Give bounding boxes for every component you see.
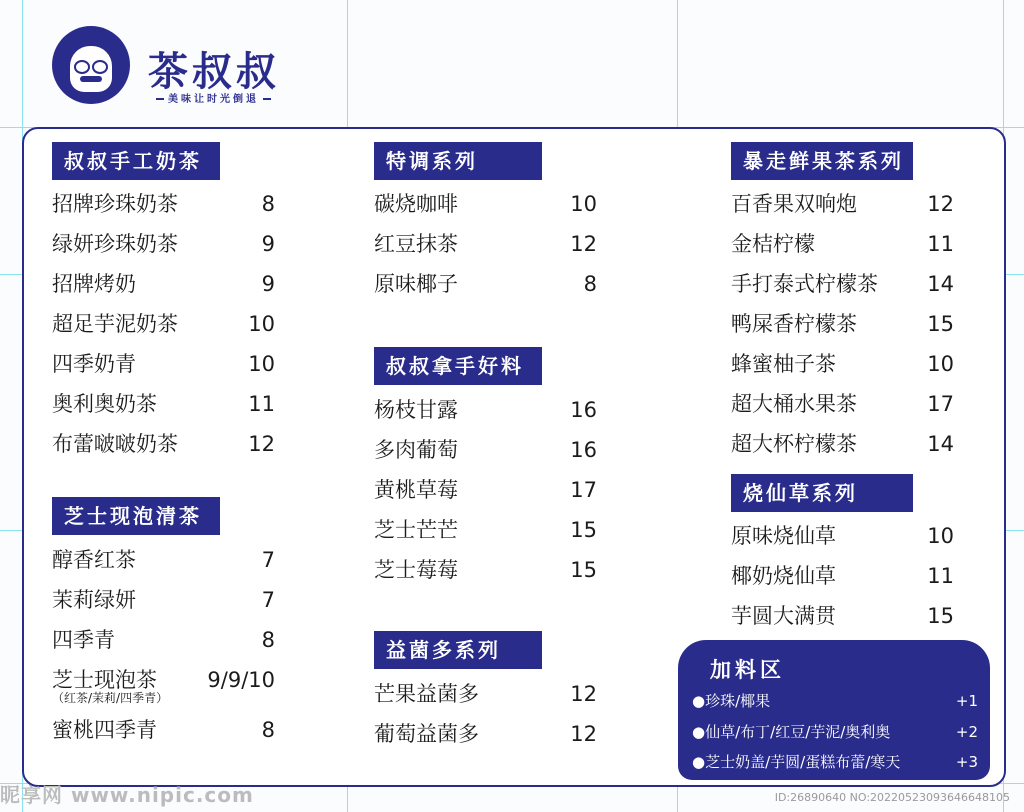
- menu-item-name: 招牌珍珠奶茶: [52, 192, 178, 216]
- menu-item-name: 招牌烤奶: [52, 272, 136, 296]
- menu-item-name: 手打泰式柠檬茶: [731, 272, 878, 296]
- menu-item-price: 15: [927, 312, 954, 336]
- menu-item-price: 16: [570, 438, 597, 462]
- extra-price: +3: [955, 753, 978, 771]
- uncle-mascot-icon: [52, 26, 130, 104]
- extras-panel: [678, 640, 990, 780]
- extras-title: 加料区: [710, 658, 785, 682]
- menu-item-price: 14: [927, 272, 954, 296]
- menu-item-price: 14: [927, 432, 954, 456]
- category-header: 暴走鲜果茶系列: [731, 142, 913, 180]
- menu-item-note: （红茶/茉莉/四季青）: [52, 691, 169, 705]
- menu-item-name: 超大桶水果茶: [731, 392, 857, 416]
- menu-item-name: 红豆抹茶: [374, 232, 458, 256]
- category-header: 特调系列: [374, 142, 542, 180]
- menu-item-price: 10: [248, 352, 275, 376]
- menu-item-name: 蜜桃四季青: [52, 718, 157, 742]
- menu-item-price: 9: [261, 272, 275, 296]
- menu-item-name: 芝士现泡茶: [52, 668, 157, 692]
- menu-item-price: 7: [261, 588, 275, 612]
- menu-item-name: 四季青: [52, 628, 115, 652]
- menu-item-price: 9/9/10: [207, 668, 275, 692]
- menu-item-price: 11: [927, 232, 954, 256]
- menu-item-price: 10: [927, 524, 954, 548]
- brand-logo: [52, 26, 302, 106]
- extra-row: [692, 718, 978, 746]
- menu-item-name: 布蕾啵啵奶茶: [52, 432, 178, 456]
- menu-item-name: 百香果双响炮: [731, 192, 857, 216]
- menu-item-price: 11: [927, 564, 954, 588]
- menu-item-name: 醇香红茶: [52, 548, 136, 572]
- menu-item-price: 9: [261, 232, 275, 256]
- menu-item-name: 超足芋泥奶茶: [52, 312, 178, 336]
- menu-item-name: 蜂蜜柚子茶: [731, 352, 836, 376]
- menu-item-name: 奥利奥奶茶: [52, 392, 157, 416]
- menu-item-name: 茉莉绿妍: [52, 588, 136, 612]
- menu-item-name: 原味烧仙草: [731, 524, 836, 548]
- menu-item-price: 12: [570, 722, 597, 746]
- extra-name: ●仙草/布丁/红豆/芋泥/奥利奥: [692, 723, 891, 741]
- extra-row: [692, 687, 978, 715]
- menu-item-name: 黄桃草莓: [374, 478, 458, 502]
- menu-item-price: 12: [927, 192, 954, 216]
- menu-item-name: 绿妍珍珠奶茶: [52, 232, 178, 256]
- extra-name: ●芝士奶盖/芋圆/蛋糕布蕾/寒天: [692, 753, 901, 771]
- extra-price: +1: [955, 692, 978, 710]
- extra-name: ●珍珠/椰果: [692, 692, 771, 710]
- brand-slogan: 美味让时光倒退: [152, 90, 275, 105]
- menu-item-name: 杨枝甘露: [374, 398, 458, 422]
- menu-item-name: 芝士莓莓: [374, 558, 458, 582]
- category-header: 益菌多系列: [374, 631, 542, 669]
- menu-item-price: 12: [570, 682, 597, 706]
- watermark-id: ID:26890640 NO:20220523093646648105: [774, 791, 1010, 804]
- category-header: 烧仙草系列: [731, 474, 913, 512]
- menu-item-price: 10: [248, 312, 275, 336]
- brand-name: 茶叔叔: [148, 49, 280, 95]
- category-header: 芝士现泡清茶: [52, 497, 220, 535]
- menu-item-name: 多肉葡萄: [374, 438, 458, 462]
- menu-item-price: 11: [248, 392, 275, 416]
- menu-item-name: 碳烧咖啡: [374, 192, 458, 216]
- menu-item-name: 鸭屎香柠檬茶: [731, 312, 857, 336]
- menu-item-price: 17: [927, 392, 954, 416]
- menu-item-price: 12: [570, 232, 597, 256]
- menu-item-price: 16: [570, 398, 597, 422]
- menu-item-name: 芝士芒芒: [374, 518, 458, 542]
- menu-item-name: 原味椰子: [374, 272, 458, 296]
- menu-item-name: 芋圆大满贯: [731, 604, 836, 628]
- menu-item-price: 8: [261, 192, 275, 216]
- menu-item-price: 10: [570, 192, 597, 216]
- menu-item-price: 8: [261, 628, 275, 652]
- menu-item-name: 芒果益菌多: [374, 682, 479, 706]
- menu-item-price: 8: [261, 718, 275, 742]
- menu-item-name: 椰奶烧仙草: [731, 564, 836, 588]
- category-header: 叔叔拿手好料: [374, 347, 542, 385]
- extra-price: +2: [955, 723, 978, 741]
- watermark-logo: 昵享网 www.nipic.com: [0, 783, 254, 807]
- menu-item-price: 7: [261, 548, 275, 572]
- menu-item-price: 12: [248, 432, 275, 456]
- menu-item-name: 四季奶青: [52, 352, 136, 376]
- menu-item-name: 葡萄益菌多: [374, 722, 479, 746]
- menu-item-price: 8: [583, 272, 597, 296]
- menu-item-price: 15: [927, 604, 954, 628]
- menu-item-price: 15: [570, 518, 597, 542]
- menu-item-name: 金桔柠檬: [731, 232, 815, 256]
- menu-item-name: 超大杯柠檬茶: [731, 432, 857, 456]
- menu-item-price: 17: [570, 478, 597, 502]
- menu-item-price: 15: [570, 558, 597, 582]
- menu-item-price: 10: [927, 352, 954, 376]
- extra-row: [692, 748, 978, 776]
- category-header: 叔叔手工奶茶: [52, 142, 220, 180]
